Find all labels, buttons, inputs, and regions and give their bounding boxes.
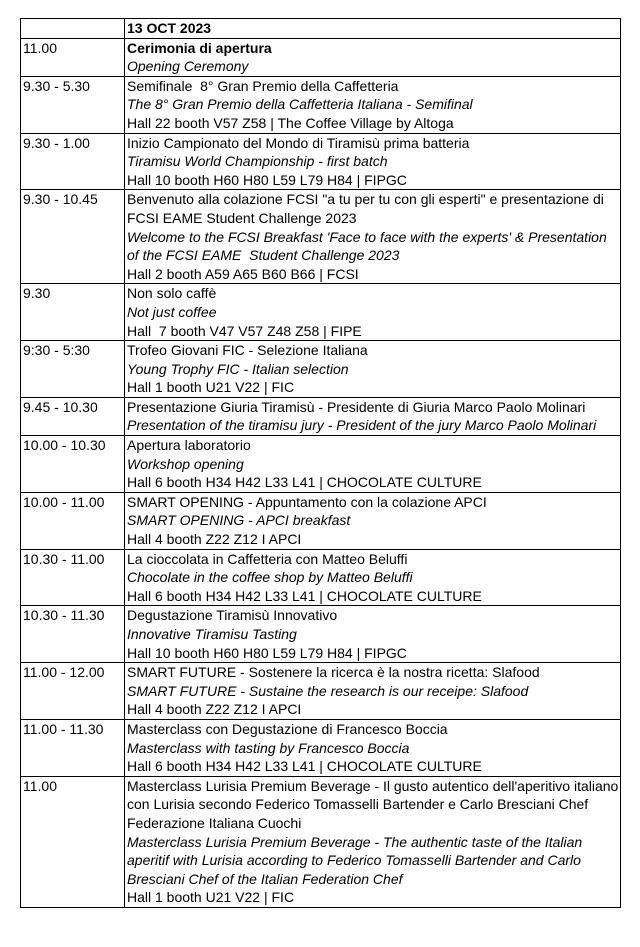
event-location: Hall 10 booth H60 H80 L59 L79 H84 | FIPGC — [127, 171, 407, 188]
event-subtitle: Opening Ceremony — [127, 58, 249, 75]
event-time: 10.00 - 10.30 — [21, 436, 125, 493]
event-title: Semifinale 8° Gran Premio della Caffetteria — [127, 77, 399, 94]
event-description — [125, 663, 621, 720]
event-title: SMART OPENING - Appuntamento con la colazione APCI — [127, 493, 487, 510]
event-time: 9.30 - 1.00 — [21, 133, 125, 190]
event-time: 9.45 - 10.30 — [21, 397, 125, 435]
event-time: 11.00 — [21, 776, 125, 907]
event-subtitle: Welcome to the FCSI Breakfast 'Face to face with the experts' & Presentation of the FCSI EAME Student Challenge 2023 — [127, 228, 611, 264]
header-row — [21, 19, 621, 39]
event-row — [21, 776, 621, 907]
event-title: Masterclass con Degustazione di Francesco Boccia — [127, 720, 448, 737]
event-description — [125, 397, 621, 435]
event-row — [21, 133, 621, 190]
event-subtitle: Young Trophy FIC - Italian selection — [127, 360, 349, 377]
event-description — [125, 133, 621, 190]
event-description — [125, 436, 621, 493]
event-subtitle: Tiramisu World Championship - first batch — [127, 153, 388, 170]
event-description — [125, 606, 621, 663]
event-title: Masterclass Lurisia Premium Beverage - Il gusto autentico dell'aperitivo italiano con Lurisia secondo Federico Tomasselli Bartender e Carlo Bresciani Chef Federazione Italiana Cuochi — [127, 777, 623, 831]
event-subtitle: SMART FUTURE - Sustaine the research is our receipe: Slafood — [127, 682, 529, 699]
event-location: Hall 7 booth V47 V57 Z48 Z58 | FIPE — [127, 322, 362, 339]
event-title: Inizio Campionato del Mondo di Tiramisù prima batteria — [127, 134, 470, 151]
event-subtitle: Not just coffee — [127, 303, 217, 320]
event-time: 10.30 - 11.00 — [21, 549, 125, 606]
event-description — [125, 492, 621, 549]
event-row — [21, 284, 621, 341]
event-row — [21, 719, 621, 776]
event-row — [21, 397, 621, 435]
event-time: 10.30 - 11.30 — [21, 606, 125, 663]
header-time-cell — [21, 19, 125, 39]
event-row — [21, 663, 621, 720]
event-location: Hall 22 booth V57 Z58 | The Coffee Village by Altoga — [127, 114, 454, 131]
event-row — [21, 549, 621, 606]
event-title: Cerimonia di apertura — [127, 39, 272, 56]
schedule-table — [20, 18, 621, 908]
event-row — [21, 38, 621, 76]
event-subtitle: Presentation of the tiramisu jury - President of the jury Marco Paolo Molinari — [127, 417, 597, 434]
event-time: 9.30 — [21, 284, 125, 341]
event-row — [21, 76, 621, 133]
event-subtitle: Chocolate in the coffee shop by Matteo Beluffi — [127, 569, 413, 586]
event-subtitle: SMART OPENING - APCI breakfast — [127, 512, 351, 529]
event-title: Apertura laboratorio — [127, 437, 251, 454]
event-title: Presentazione Giuria Tiramisù - Presidente di Giuria Marco Paolo Molinari — [127, 398, 586, 415]
event-row — [21, 436, 621, 493]
event-time: 10.00 - 11.00 — [21, 492, 125, 549]
event-description — [125, 190, 621, 284]
event-time: 9:30 - 5:30 — [21, 341, 125, 398]
event-location: Hall 10 booth H60 H80 L59 L79 H84 | FIPGC — [127, 644, 407, 661]
event-description — [125, 719, 621, 776]
event-time: 11.00 - 11.30 — [21, 719, 125, 776]
event-description — [125, 776, 621, 907]
event-location: Hall 6 booth H34 H42 L33 L41 | CHOCOLATE CULTURE — [127, 474, 482, 491]
event-description — [125, 76, 621, 133]
event-location: Hall 2 booth A59 A65 B60 B66 | FCSI — [127, 265, 359, 282]
event-subtitle: Workshop opening — [127, 455, 244, 472]
event-subtitle: Masterclass with tasting by Francesco Boccia — [127, 739, 410, 756]
event-time: 11.00 - 12.00 — [21, 663, 125, 720]
event-location: Hall 4 booth Z22 Z12 I APCI — [127, 531, 302, 548]
event-location: Hall 1 booth U21 V22 | FIC — [127, 889, 295, 906]
schedule-date: 13 OCT 2023 — [125, 19, 621, 39]
event-time: 9.30 - 5.30 — [21, 76, 125, 133]
event-title: SMART FUTURE - Sostenere la ricerca è la nostra ricetta: Slafood — [127, 664, 540, 681]
event-time: 11.00 — [21, 38, 125, 76]
event-description — [125, 38, 621, 76]
event-row — [21, 492, 621, 549]
event-location: Hall 6 booth H34 H42 L33 L41 | CHOCOLATE CULTURE — [127, 758, 482, 775]
event-title: Non solo caffè — [127, 285, 217, 302]
event-subtitle: The 8° Gran Premio della Caffetteria Italiana - Semifinal — [127, 96, 473, 113]
event-description — [125, 284, 621, 341]
event-location: Hall 1 booth U21 V22 | FIC — [127, 379, 295, 396]
event-description — [125, 549, 621, 606]
event-title: Benvenuto alla colazione FCSI "a tu per tu con gli esperti" e presentazione di FCSI EAME Student Challenge 2023 — [127, 191, 608, 226]
event-title: La cioccolata in Caffetteria con Matteo Beluffi — [127, 550, 408, 567]
event-row — [21, 606, 621, 663]
event-time: 9.30 - 10.45 — [21, 190, 125, 284]
event-location: Hall 4 booth Z22 Z12 I APCI — [127, 701, 302, 718]
event-description — [125, 341, 621, 398]
event-title: Degustazione Tiramisù Innovativo — [127, 607, 338, 624]
event-subtitle: Masterclass Lurisia Premium Beverage - The authentic taste of the Italian aperitif with Lurisia according to Federico Tomasselli Bartender and Carlo Bresciani Chef of the Italian Federation Chef — [127, 833, 587, 887]
event-title: Trofeo Giovani FIC - Selezione Italiana — [127, 342, 368, 359]
event-row — [21, 190, 621, 284]
event-subtitle: Innovative Tiramisu Tasting — [127, 626, 297, 642]
event-location: Hall 6 booth H34 H42 L33 L41 | CHOCOLATE CULTURE — [127, 587, 482, 604]
event-row — [21, 341, 621, 398]
